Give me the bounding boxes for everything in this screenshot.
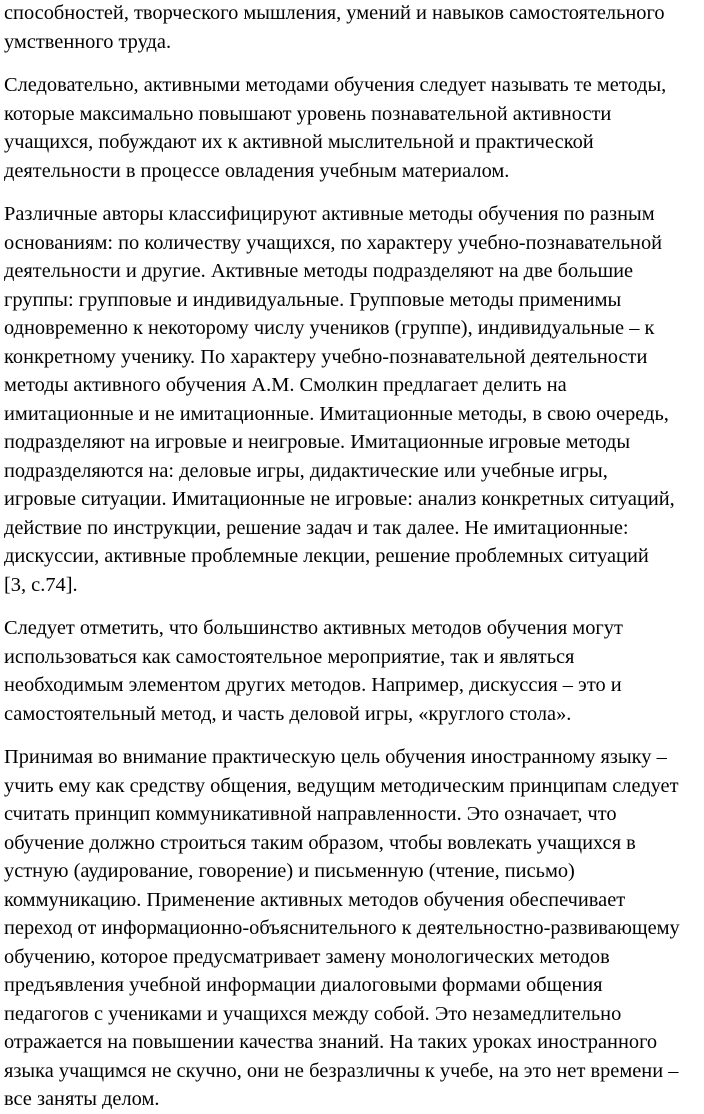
- text-line: действие по инструкции, решение задач и так далее. Не имитационные:: [4, 516, 629, 539]
- text-line: учащихся, побуждают их к активной мыслительной и практической: [4, 131, 594, 153]
- text-line: языка учащимся не скучно, они не безразличны к учебе, на это нет времени –: [4, 1059, 679, 1082]
- paragraph-2: [4, 71, 704, 185]
- text-line: использоваться как самостоятельное мероприятие, так и являться: [4, 645, 575, 668]
- text-line: деятельности в процессе овладения учебным материалом.: [4, 159, 510, 182]
- text-line: Принимая во внимание практическую цель обучения иностранному языку –: [4, 746, 667, 768]
- paragraph-1: [4, 0, 704, 56]
- text-line: обучению, которое предусматривает замену монологических методов: [4, 945, 610, 968]
- text-line: считать принцип коммуникативной направленности. Это означает, что: [4, 803, 617, 825]
- text-line: отражается на повышении качества знаний. На таких уроках иностранного: [4, 1031, 658, 1053]
- text-line: основаниям: по количеству учащихся, по характеру учебно-познавательной: [4, 231, 663, 254]
- text-line: необходимым элементом других методов. Например, дискуссия – это и: [4, 674, 622, 696]
- text-line: все заняты делом.: [4, 1088, 160, 1110]
- text-line: которые максимально повышают уровень познавательной активности: [4, 102, 612, 125]
- text-line: конкретному ученику. По характеру учебно-познавательной деятельности: [4, 345, 648, 368]
- text-line: одновременно к некоторому числу учеников (группе), индивидуальные – к: [4, 317, 655, 339]
- text-line: способностей, творческого мышления, умений и навыков самостоятельного: [4, 2, 665, 24]
- text-line: педагогов с учениками и учащихся между собой. Это незамедлительно: [4, 1002, 622, 1025]
- paragraph-4: [4, 614, 704, 728]
- text-line: игровые ситуации. Имитационные не игровые: анализ конкретных ситуаций,: [4, 488, 675, 510]
- text-line: имитационные и не имитационные. Имитационные методы, в свою очередь,: [4, 402, 669, 425]
- paragraph-3: [4, 200, 704, 599]
- text-line: методы активного обучения А.М. Смолкин предлагает делить на: [4, 374, 567, 396]
- text-line: умственного труда.: [4, 30, 172, 53]
- text-line: самостоятельный метод, и часть деловой игры, «круглого стола».: [4, 702, 572, 725]
- text-line: подразделяют на игровые и неигровые. Имитационные игровые методы: [4, 431, 631, 453]
- text-line: переход от информационно-объяснительного к деятельностно-развивающему: [4, 917, 680, 939]
- text-line: устную (аудирование, говорение) и письменную (чтение, письмо): [4, 860, 575, 882]
- text-line: деятельности и другие. Активные методы подразделяют на две большие: [4, 260, 634, 282]
- citation-line: [3, с.74].: [4, 573, 78, 596]
- text-line: Различные авторы классифицируют активные методы обучения по разным: [4, 203, 655, 225]
- text-line: группы: групповые и индивидуальные. Групповые методы применимы: [4, 288, 622, 311]
- text-line: подразделяются на: деловые игры, дидактические или учебные игры,: [4, 459, 608, 482]
- text-line: учить ему как средству общения, ведущим методическим принципам следует: [4, 774, 679, 797]
- text-line: дискуссии, активные проблемные лекции, решение проблемных ситуаций: [4, 545, 649, 567]
- text-line: Следовательно, активными методами обучения следует называть те методы,: [4, 74, 667, 96]
- text-line: обучение должно строиться таким образом, чтобы вовлекать учащихся в: [4, 831, 636, 854]
- text-line: Следует отметить, что большинство активных методов обучения могут: [4, 617, 623, 639]
- text-line: предъявления учебной информации диалоговыми формами общения: [4, 974, 603, 996]
- text-line: коммуникацию. Применение активных методов обучения обеспечивает: [4, 888, 626, 911]
- paragraph-5: [4, 743, 704, 1114]
